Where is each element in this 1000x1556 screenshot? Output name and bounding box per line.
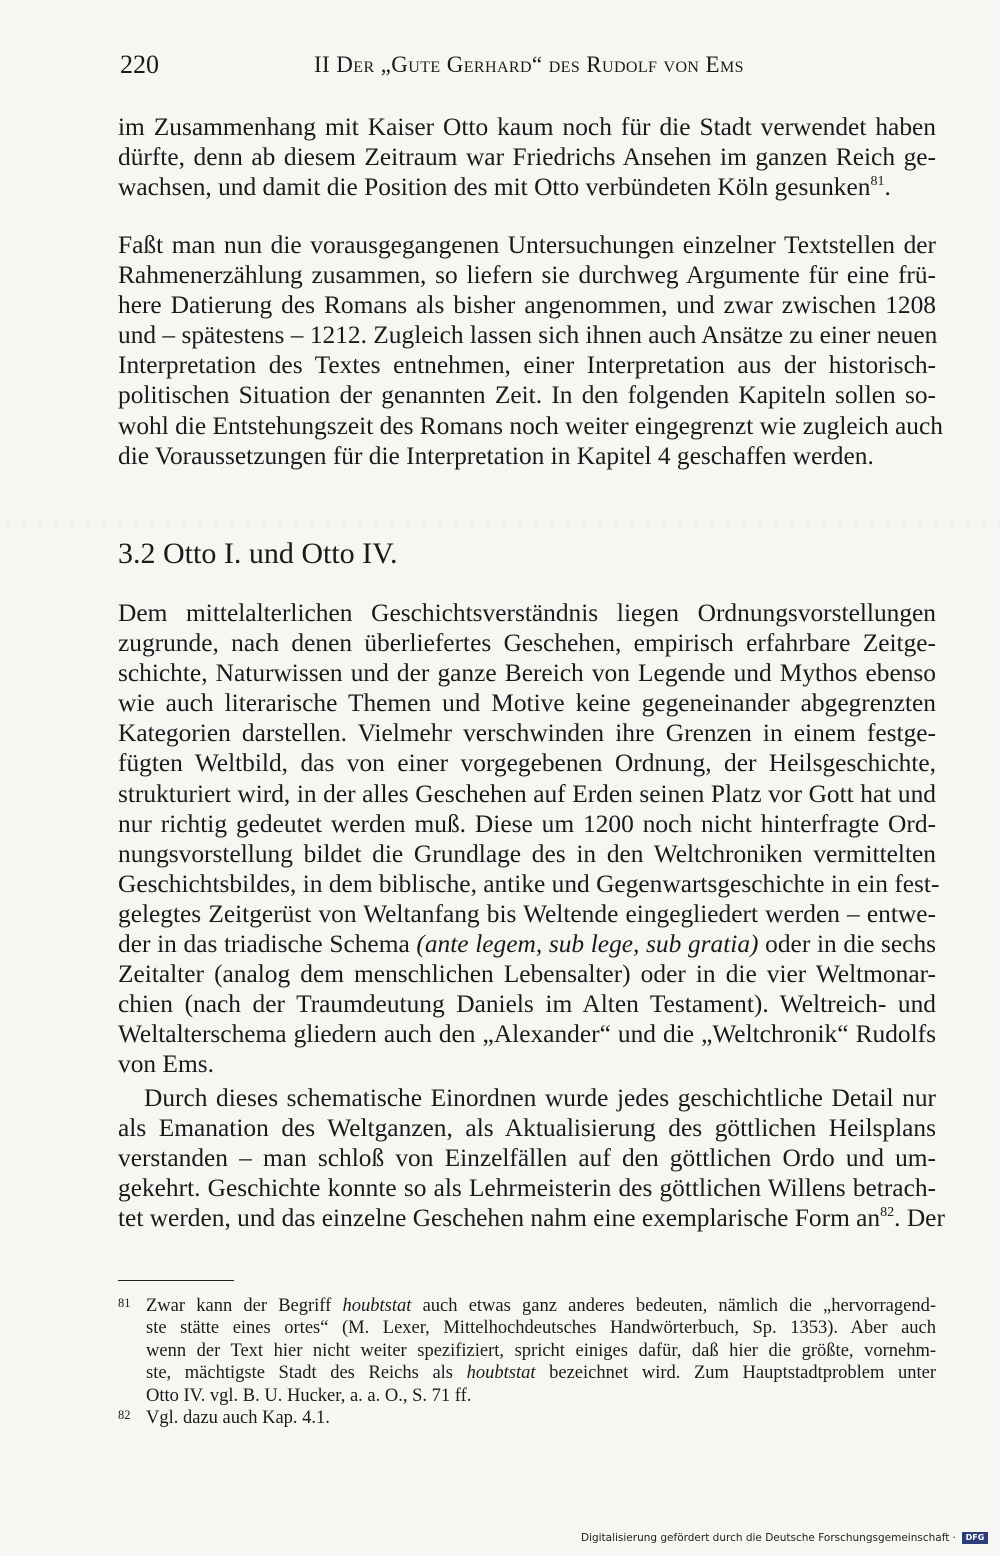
- page-header: [118, 50, 938, 84]
- paragraph-1: [118, 112, 936, 202]
- text-line: schichte, Naturwissen und der ganze Bereich von Legende und Mythos ebenso: [118, 659, 936, 688]
- text-line: als Emanation des Weltganzen, als Aktualisierung des göttlichen Heilsplans: [118, 1114, 936, 1143]
- text-line: im Zusammenhang mit Kaiser Otto kaum noch für die Stadt verwendet haben: [118, 113, 936, 141]
- text-line: Zeitalter (analog dem menschlichen Lebensalter) oder in die vier Weltmonar-: [118, 960, 936, 989]
- footnote-ref-82[interactable]: 82: [880, 1205, 895, 1221]
- text-line: Rahmenerzählung zusammen, so liefern sie durchweg Argumente für eine frü-: [118, 261, 936, 290]
- text-line: die Voraussetzungen für die Interpretation in Kapitel 4 geschaffen werden.: [118, 441, 874, 470]
- footnote-line: Vgl. dazu auch Kap. 4.1.: [146, 1408, 330, 1429]
- text-line: verstanden – man schloß von Einzelfällen auf den göttlichen Ordo und um-: [118, 1144, 936, 1173]
- footnote-line: ste stätte eines ortes“ (M. Lexer, Mittelhochdeutsches Handwörterbuch, Sp. 1353). Aber auch: [146, 1318, 936, 1339]
- text-line: wie auch literarische Themen und Motive keine gegeneinander abgegrenzten: [118, 689, 936, 718]
- footnote-number: 82: [118, 1408, 131, 1423]
- paragraph-4: [118, 1083, 945, 1233]
- text-line: gekehrt. Geschichte konnte so als Lehrmeisterin des göttlichen Willens betrach-: [118, 1174, 936, 1203]
- text-line: here Datierung des Romans als bisher angenommen, und zwar zwischen 1208: [118, 291, 936, 320]
- dfg-logo-icon: DFG: [962, 1532, 988, 1544]
- footnote-line: Otto IV. vgl. B. U. Hucker, a. a. O., S. 71 ff.: [146, 1385, 472, 1406]
- paragraph-3: [118, 598, 940, 1080]
- page-number: 220: [120, 50, 159, 79]
- credit-text: Digitalisierung gefördert durch die Deutsche Forschungsgemeinschaft ·: [580, 1532, 956, 1544]
- text-line: strukturiert wird, in der alles Geschehen auf Erden seinen Platz vor Gott hat und: [118, 779, 936, 808]
- footnote-ref-81[interactable]: 81: [870, 174, 885, 190]
- text-line: politischen Situation der genannten Zeit. In den folgenden Kapiteln sollen so-: [118, 381, 936, 410]
- paragraph-2: [118, 230, 943, 471]
- latin-phrase: (ante legem, sub lege, sub gratia): [416, 930, 759, 959]
- text-line: Dem mittelalterlichen Geschichtsverständnis liegen Ordnungsvorstellungen: [118, 599, 936, 627]
- text-line: der in das triadische Schema (ante legem, sub lege, sub gratia) oder in die sechs: [118, 930, 937, 959]
- text-line: Kategorien darstellen. Vielmehr verschwinden ihre Grenzen in einem festge-: [118, 719, 936, 748]
- footnote-separator: [118, 1280, 234, 1281]
- text-line: gelegtes Zeitgerüst von Weltanfang bis Weltende eingegliedert werden – entwe-: [118, 899, 936, 928]
- text-line: nungsvorstellung bildet die Grundlage des in den Weltchroniken vermittelten: [118, 839, 936, 868]
- text-line: nur richtig gedeutet werden muß. Diese um 1200 noch nicht hinterfragte Ord-: [118, 809, 936, 838]
- footnotes: [118, 1295, 936, 1429]
- text-line: fügten Weltbild, das von einer vorgegebenen Ordnung, der Heilsgeschichte,: [118, 749, 936, 778]
- scan-artifact-dotted-line: [0, 522, 1000, 524]
- footnote-81: [118, 1295, 936, 1407]
- digitization-credit: [581, 1532, 988, 1544]
- text-line: dürfte, denn ab diesem Zeitraum war Friedrichs Ansehen im ganzen Reich ge-: [118, 143, 936, 172]
- text-line: Interpretation des Textes entnehmen, einer Interpretation aus der historisch-: [118, 351, 936, 380]
- text-line: und – spätestens – 1212. Zugleich lassen sich ihnen auch Ansätze zu einer neuen: [118, 321, 938, 350]
- text-line: tet werden, und das einzelne Geschehen nahm eine exemplarische Form $an^{82}$. Der: [118, 1204, 945, 1233]
- text-line: chien (nach der Traumdeutung Daniels im Alten Testament). Weltreich- und: [118, 990, 936, 1019]
- section-heading: 3.2 Otto I. und Otto IV.: [118, 537, 398, 570]
- footnote-line: ste, mächtigste Stadt des Reichs als houbtstat bezeichnet wird. Zum Hauptstadtproblem unter: [146, 1363, 936, 1384]
- running-head: II Der „Gute Gerhard“ des Rudolf von Ems: [314, 52, 744, 77]
- text-line: Faßt man nun die vorausgegangenen Untersuchungen einzelner Textstellen der: [118, 231, 936, 259]
- text-line: zugrunde, nach denen überliefertes Geschehen, empirisch erfahrbare Zeitge-: [118, 629, 936, 658]
- text-line: Weltalterschema gliedern auch den „Alexander“ und die „Weltchronik“ Rudolfs: [118, 1020, 936, 1049]
- text-line: Durch dieses schematische Einordnen wurde jedes geschichtliche Detail nur: [144, 1084, 936, 1112]
- footnote-number: 81: [118, 1296, 131, 1310]
- text-line: wohl die Entstehungszeit des Romans noch weiter eingegrenzt wie zugleich auch: [118, 411, 943, 440]
- text-line: wachsen, und damit die Position des mit Otto verbündeten Köln gesunken$^{81}$.: [118, 173, 891, 202]
- text-line: Geschichtsbildes, in dem biblische, antike und Gegenwartsgeschichte in ein fest-: [118, 869, 940, 898]
- footnote-line: Zwar kann der Begriff houbtstat auch etwas ganz anderes bedeuten, nämlich die „hervorragend-: [146, 1296, 936, 1316]
- text-line: von Ems.: [118, 1050, 214, 1079]
- footnote-82: [118, 1407, 936, 1429]
- footnote-line: wenn der Text hier nicht weiter spezifiziert, spricht einiges dafür, daß hier die größte, vornehm-: [146, 1340, 936, 1361]
